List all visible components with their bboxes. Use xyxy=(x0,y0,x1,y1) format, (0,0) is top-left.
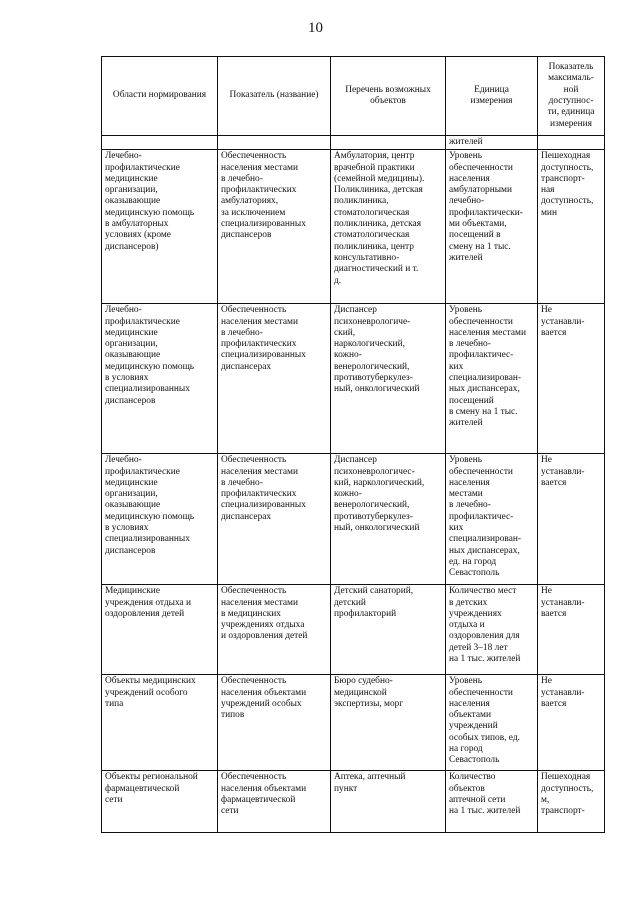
header-indicator: Показатель (название) xyxy=(218,57,331,136)
cell-unit: Уровень обеспеченности населения амбулаторными лечебно- профилактически- ми объектами, посещений в смену на 1 тыс. жителей xyxy=(446,150,538,304)
header-objects: Перечень возможных объектов xyxy=(331,57,446,136)
cell-indicator: Обеспеченность населения местами в лечебно- профилактических специализированных диспансерах xyxy=(218,304,331,454)
cell-accessibility: Не устанавли- вается xyxy=(538,454,605,585)
table-row xyxy=(102,771,605,833)
cell-accessibility: Не устанавли- вается xyxy=(538,304,605,454)
cell-area: Лечебно- профилактические медицинские организации, оказывающие медицинскую помощь в амбулаторных условиях (кроме диспансеров) xyxy=(102,150,218,304)
table-row xyxy=(102,675,605,771)
cell-unit: Количество мест в детских учреждениях отдыха и оздоровления для детей 3–18 лет на 1 тыс. жителей xyxy=(446,585,538,675)
cell-objects: Аптека, аптечный пункт xyxy=(331,771,446,833)
cell-area: Объекты региональной фармацевтической сети xyxy=(102,771,218,833)
cell-area: Лечебно- профилактические медицинские организации, оказывающие медицинскую помощь в условиях специализированных диспансеров xyxy=(102,304,218,454)
table-row xyxy=(102,304,605,454)
cell-objects: Диспансер психоневрологичес- кий, наркологический, кожно- венерологический, противотуберкулез- ный, онкологический xyxy=(331,454,446,585)
cell-area xyxy=(102,136,218,150)
cell-indicator xyxy=(218,136,331,150)
cell-indicator: Обеспеченность населения местами в медицинских учреждениях отдыха и оздоровления детей xyxy=(218,585,331,675)
cell-unit: жителей xyxy=(446,136,538,150)
cell-accessibility: Пешеходная доступность, м, транспорт- xyxy=(538,771,605,833)
cell-objects: Амбулатория, центр врачебной практики (семейной медицины). Поликлиника, детская поликлиника, стоматологическая поликлиника, детская стоматологическая поликлиника, центр консультативно- диагностический и т. д. xyxy=(331,150,446,304)
cell-accessibility: Не устанавли- вается xyxy=(538,585,605,675)
table-row xyxy=(102,150,605,304)
cell-indicator: Обеспеченность населения местами в лечебно- профилактических амбулаториях, за исключением специализированных диспансеров xyxy=(218,150,331,304)
table-header-row xyxy=(102,57,605,136)
cell-accessibility xyxy=(538,136,605,150)
cell-area: Медицинские учреждения отдыха и оздоровления детей xyxy=(102,585,218,675)
cell-unit: Уровень обеспеченности населения местами в лечебно- профилактичес- ких специализирован- ных диспансерах, посещений в смену на 1 тыс. жителей xyxy=(446,304,538,454)
norms-table xyxy=(101,56,605,833)
table-row xyxy=(102,454,605,585)
cell-indicator: Обеспеченность населения местами в лечебно- профилактических специализированных диспансерах xyxy=(218,454,331,585)
cell-objects: Диспансер психоневрологиче- ский, наркологический, кожно- венерологический, противотуберкулез- ный, онкологический xyxy=(331,304,446,454)
page-number: 10 xyxy=(308,20,323,36)
cell-area: Лечебно- профилактические медицинские организации, оказывающие медицинскую помощь в условиях специализированных диспансеров xyxy=(102,454,218,585)
cell-area: Объекты медицинских учреждений особого типа xyxy=(102,675,218,771)
table-row xyxy=(102,585,605,675)
cell-indicator: Обеспеченность населения объектами учреждений особых типов xyxy=(218,675,331,771)
cell-unit: Количество объектов аптечной сети на 1 тыс. жителей xyxy=(446,771,538,833)
header-unit: Единица измерения xyxy=(446,57,538,136)
header-area: Области нормирования xyxy=(102,57,218,136)
cell-unit: Уровень обеспеченности населения объектами учреждений особых типов, ед. на город Севастополь xyxy=(446,675,538,771)
cell-objects: Детский санаторий, детский профилакторий xyxy=(331,585,446,675)
cell-indicator: Обеспеченность населения объектами фармацевтической сети xyxy=(218,771,331,833)
cell-accessibility: Не устанавли- вается xyxy=(538,675,605,771)
table-row xyxy=(102,136,605,150)
cell-objects xyxy=(331,136,446,150)
header-accessibility: Показатель максималь- ной доступнос- ти, единица измерения xyxy=(538,57,605,136)
cell-unit: Уровень обеспеченности населения местами в лечебно- профилактичес- ких специализирован- ных диспансерах, ед. на город Севастополь xyxy=(446,454,538,585)
cell-objects: Бюро судебно- медицинской экспертизы, морг xyxy=(331,675,446,771)
cell-accessibility: Пешеходная доступность, транспорт- ная доступность, мин xyxy=(538,150,605,304)
